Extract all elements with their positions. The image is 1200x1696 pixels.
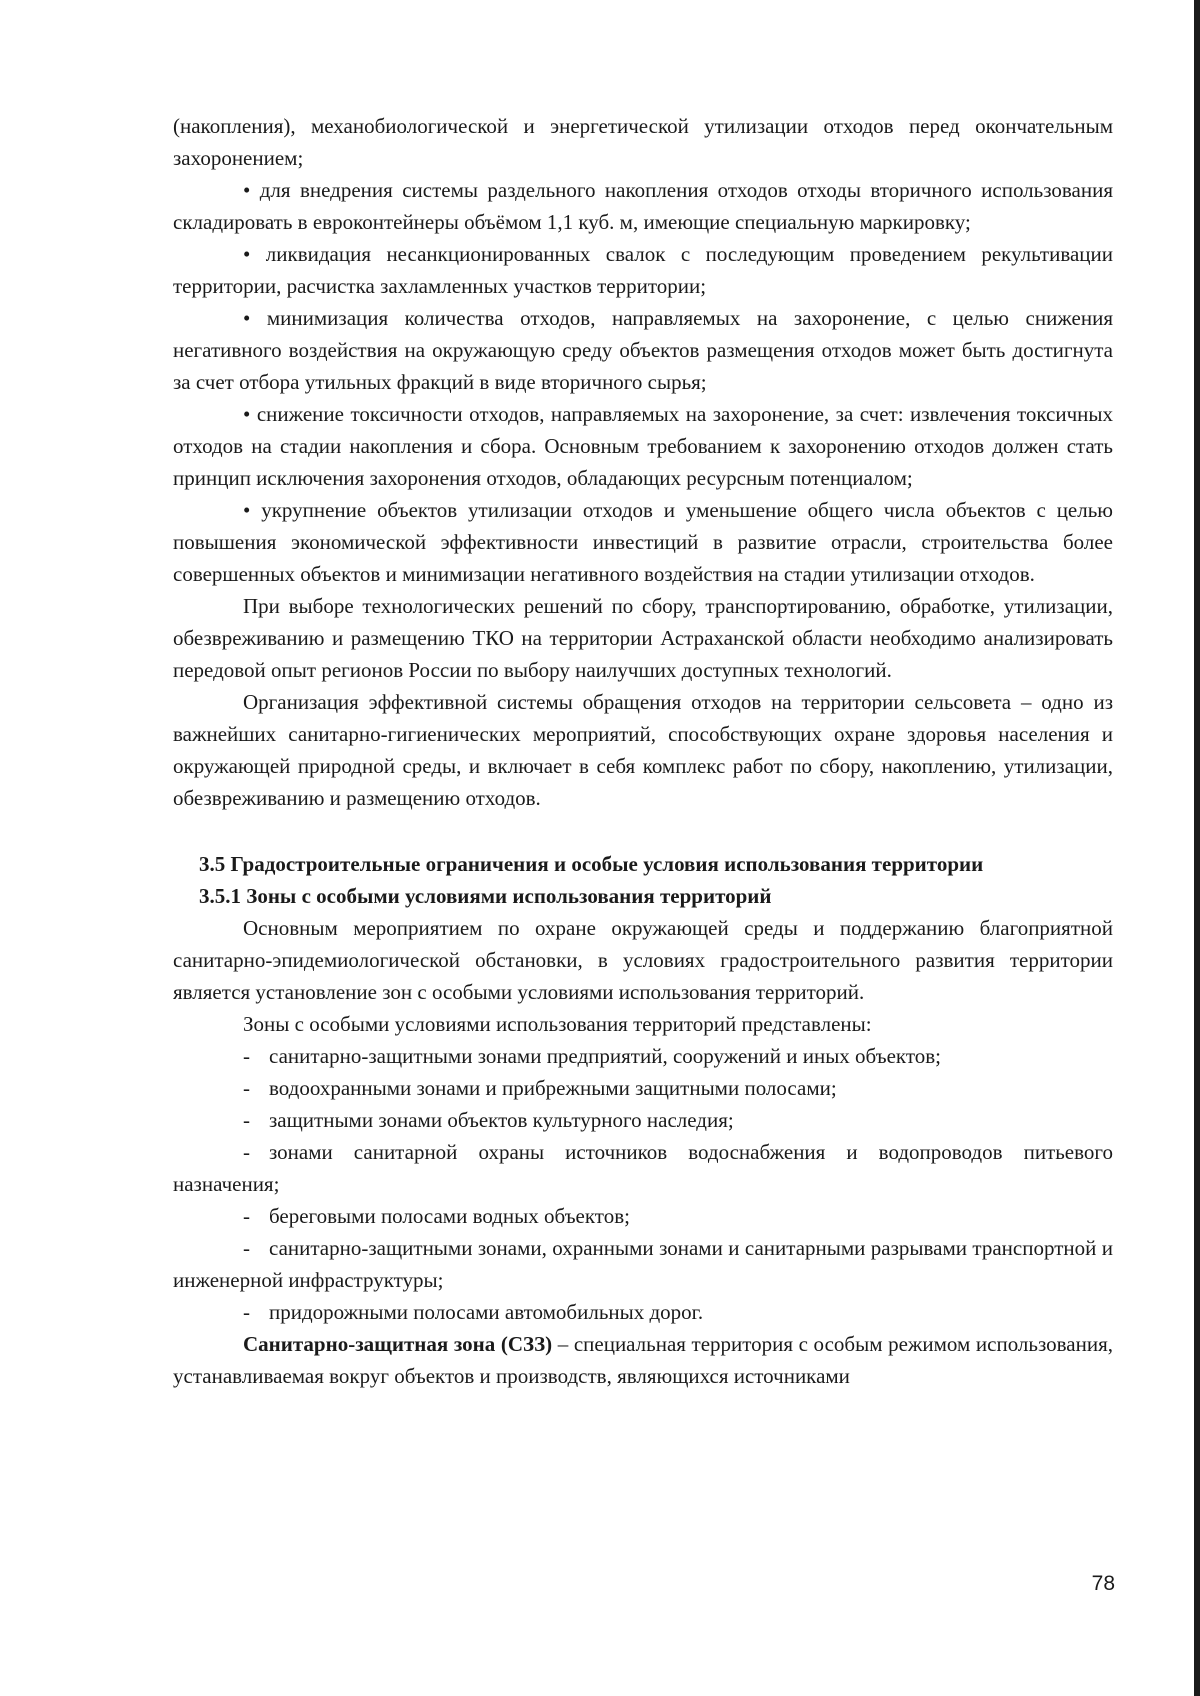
dash-list-item	[173, 1296, 1113, 1328]
dash-list-text: береговыми полосами водных объектов;	[269, 1204, 630, 1228]
dash-marker: -	[243, 1044, 250, 1068]
dash-list-item	[173, 1232, 1113, 1296]
page-number: 78	[1091, 1572, 1115, 1595]
paragraph: При выборе технологических решений по сбору, транспортированию, обработке, утилизации, обезвреживанию и размещению ТКО на территории Астраханской области необходимо анализировать передовой опыт регионов России по выбору наилучших доступных технологий.	[173, 594, 1113, 682]
dash-list-item	[173, 1200, 1113, 1232]
dash-list-item	[173, 1104, 1113, 1136]
dash-marker: -	[243, 1236, 250, 1260]
page-edge-border	[1194, 0, 1200, 1696]
section-spacer	[173, 814, 1113, 848]
bullet-item: • снижение токсичности отходов, направляемых на захоронение, за счет: извлечения токсичных отходов на стадии накопления и сбора. Основным требованием к захоронению отходов должен стать принцип исключения захоронения отходов, обладающих ресурсным потенциалом;	[173, 402, 1113, 490]
dash-list-text: санитарно-защитными зонами, охранными зонами и санитарными разрывами транспортной и инженерной инфраструктуры;	[173, 1236, 1113, 1292]
dash-marker: -	[243, 1076, 250, 1100]
dash-list-text: защитными зонами объектов культурного наследия;	[269, 1108, 734, 1132]
paragraph: Организация эффективной системы обращения отходов на территории сельсовета – одно из важнейших санитарно-гигиенических мероприятий, способствующих охране здоровья населения и окружающей природной среды, и включает в себя комплекс работ по сбору, накоплению, утилизации, обезвреживанию и размещению отходов.	[173, 690, 1113, 810]
paragraph-definition	[173, 1328, 1113, 1392]
paragraph-continuation: (накопления), механобиологической и энергетической утилизации отходов перед окончательным захоронением;	[173, 114, 1113, 170]
document-page	[173, 110, 1113, 1392]
bullet-item: • укрупнение объектов утилизации отходов и уменьшение общего числа объектов с целью повышения экономической эффективности инвестиций в развитие отрасли, строительства более совершенных объектов и минимизации негативного воздействия на стадии утилизации отходов.	[173, 498, 1113, 586]
bullet-item: • минимизация количества отходов, направляемых на захоронение, с целью снижения негативного воздействия на окружающую среду объектов размещения отходов может быть достигнута за счет отбора утильных фракций в виде вторичного сырья;	[173, 306, 1113, 394]
dash-list-text: водоохранными зонами и прибрежными защитными полосами;	[269, 1076, 837, 1100]
paragraph: Зоны с особыми условиями использования территорий представлены:	[243, 1012, 872, 1036]
bullet-item: • ликвидация несанкционированных свалок с последующим проведением рекультивации территории, расчистка захламленных участков территории;	[173, 242, 1113, 298]
definition-text: – специальная территория с особым режимом использования, устанавливаемая вокруг объектов и производств, являющихся источниками	[173, 1332, 1113, 1388]
dash-list-item	[173, 1040, 1113, 1072]
dash-marker: -	[243, 1300, 250, 1324]
subsection-heading: 3.5.1 Зоны с особыми условиями использования территорий	[199, 884, 772, 908]
dash-list-text: зонами санитарной охраны источников водоснабжения и водопроводов питьевого назначения;	[173, 1140, 1113, 1196]
paragraph: Основным мероприятием по охране окружающей среды и поддержанию благоприятной санитарно-эпидемиологической обстановки, в условиях градостроительного развития территории является установление зон с особыми условиями использования территорий.	[173, 916, 1113, 1004]
bullet-item: • для внедрения системы раздельного накопления отходов отходы вторичного использования складировать в евроконтейнеры объёмом 1,1 куб. м, имеющие специальную маркировку;	[173, 178, 1113, 234]
dash-marker: -	[243, 1204, 250, 1228]
dash-list-text: санитарно-защитными зонами предприятий, сооружений и иных объектов;	[269, 1044, 941, 1068]
dash-list-item	[173, 1072, 1113, 1104]
defined-term: Санитарно-защитная зона (СЗЗ)	[243, 1332, 553, 1356]
dash-list-text: придорожными полосами автомобильных дорог.	[269, 1300, 704, 1324]
section-heading: 3.5 Градостроительные ограничения и особые условия использования территории	[199, 852, 984, 876]
dash-marker: -	[243, 1140, 250, 1164]
dash-list-item	[173, 1136, 1113, 1200]
dash-marker: -	[243, 1108, 250, 1132]
